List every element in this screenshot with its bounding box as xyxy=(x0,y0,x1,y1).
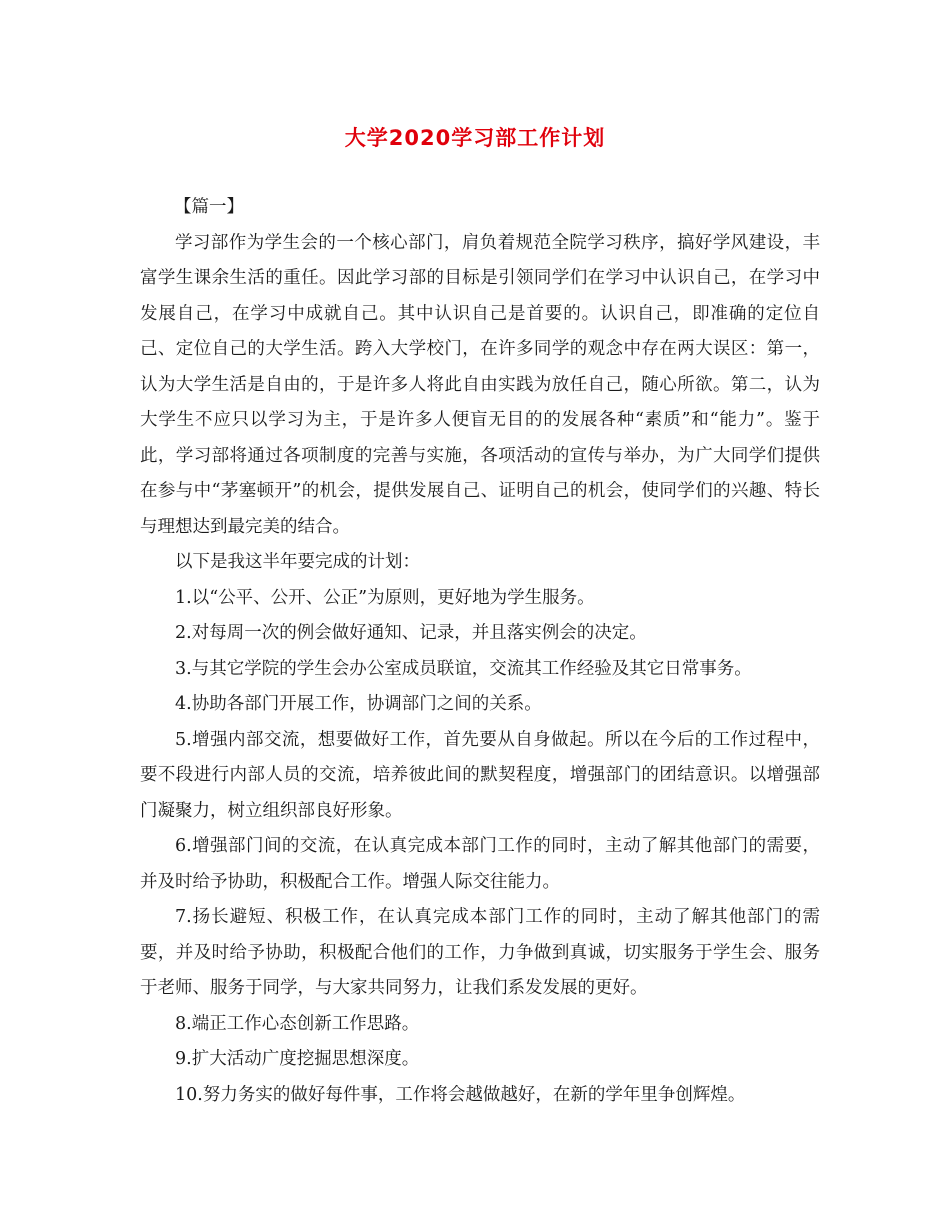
plan-item-6: 6.增强部门间的交流，在认真完成本部门工作的同时，主动了解其他部门的需要，并及时给予协助，积极配合工作。增强人际交往能力。 xyxy=(140,836,820,892)
plan-item-7: 7.扬长避短、积极工作，在认真完成本部门工作的同时，主动了解其他部门的需要，并及时给予协助，积极配合他们的工作，力争做到真诚，切实服务于学生会、服务于老师、服务于同学，与大家共同努力，让我们系发发展的更好。 xyxy=(140,907,820,998)
plan-intro: 以下是我这半年要完成的计划： xyxy=(175,552,420,572)
plan-item-2: 2.对每周一次的例会做好通知、记录，并且落实例会的决定。 xyxy=(175,623,647,643)
document-body xyxy=(140,190,820,1113)
plan-item-10: 10.努力务实的做好每件事，工作将会越做越好，在新的学年里争创辉煌。 xyxy=(175,1084,746,1105)
plan-item-8: 8.端正工作心态创新工作思路。 xyxy=(175,1013,420,1034)
plan-item-3: 3.与其它学院的学生会办公室成员联谊，交流其工作经验及其它日常事务。 xyxy=(175,658,752,679)
plan-item-4: 4.协助各部门开展工作，协调部门之间的关系。 xyxy=(175,694,542,714)
intro-paragraph: 学习部作为学生会的一个核心部门，肩负着规范全院学习秩序，搞好学风建设，丰富学生课余生活的重任。因此学习部的目标是引领同学们在学习中认识自己，在学习中发展自己，在学习中成就自己。其中认识自己是首要的。认识自己，即准确的定位自己、定位自己的大学生活。跨入大学校门，在许多同学的观念中存在两大误区：第一，认为大学生活是自由的，于是许多人将此自由实践为放任自己，随心所欲。第二，认为大学生不应只以学习为主，于是许多人便盲无目的的发展各种“素质”和“能力”。鉴于此，学习部将通过各项制度的完善与实施，各项活动的宣传与举办，为广大同学们提供在参与中“茅塞顿开”的机会，提供发展自己、证明自己的机会，使同学们的兴趣、特长与理想达到最完美的结合。 xyxy=(140,232,820,537)
plan-item-9: 9.扩大活动广度挖掘思想深度。 xyxy=(175,1049,420,1069)
plan-item-5: 5.增强内部交流，想要做好工作，首先要从自身做起。所以在今后的工作过程中，要不段进行内部人员的交流，培养彼此间的默契程度，增强部门的团结意识。以增强部门凝聚力，树立组织部良好形象。 xyxy=(140,729,820,821)
document-title: 大学2020学习部工作计划 xyxy=(344,126,606,150)
plan-item-1: 1.以“公平、公开、公正”为原则，更好地为学生服务。 xyxy=(175,587,595,608)
section-label: 【篇一】 xyxy=(174,197,244,217)
